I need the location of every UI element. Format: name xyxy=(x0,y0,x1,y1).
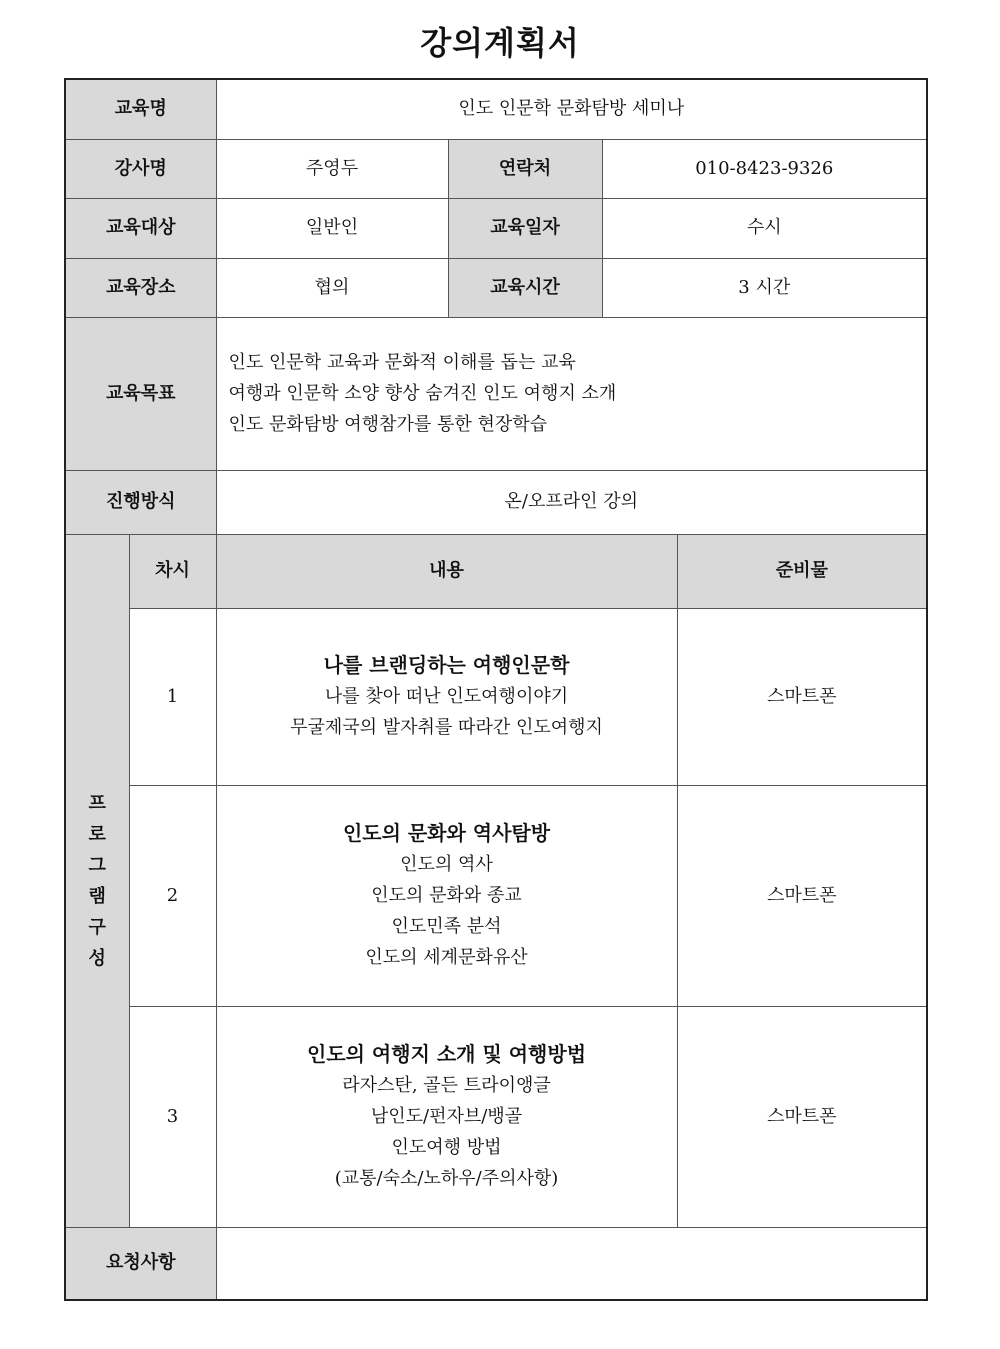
session-materials: 스마트폰 xyxy=(677,608,927,785)
place-label: 교육장소 xyxy=(65,258,216,317)
contact-value: 010-8423-9326 xyxy=(602,139,927,198)
goals-value xyxy=(216,317,927,470)
instructor-value: 주영두 xyxy=(216,139,448,198)
goal-line: 인도 인문학 교육과 문화적 이해를 돕는 교육 xyxy=(228,352,576,373)
session-row xyxy=(65,608,927,785)
materials-header: 준비물 xyxy=(677,534,927,608)
session-title: 인도의 문화와 역사탐방 xyxy=(342,821,551,845)
duration-value: 3 시간 xyxy=(602,258,927,317)
goal-line: 인도 문화탐방 여행참가를 통한 현장학습 xyxy=(228,414,547,435)
session-content xyxy=(216,608,677,785)
goals-label: 교육목표 xyxy=(65,317,216,470)
date-value: 수시 xyxy=(602,198,927,258)
program-label-char: 성 xyxy=(88,947,106,969)
session-line: 인도의 세계문화유산 xyxy=(365,947,528,968)
program-label-char: 램 xyxy=(88,885,106,907)
row-instructor xyxy=(65,139,927,198)
course-name-label: 교육명 xyxy=(65,79,216,139)
content-header: 내용 xyxy=(216,534,677,608)
method-label: 진행방식 xyxy=(65,470,216,534)
session-line: 인도의 문화와 종교 xyxy=(371,885,522,906)
document-title: 강의계획서 xyxy=(420,24,580,62)
session-line: (교통/숙소/노하우/주의사항) xyxy=(334,1168,559,1189)
session-line: 인도여행 방법 xyxy=(391,1137,502,1158)
program-label-char: 구 xyxy=(88,916,106,938)
requests-value xyxy=(216,1227,927,1300)
row-program-header xyxy=(65,534,927,608)
session-materials: 스마트폰 xyxy=(677,1006,927,1227)
row-requests xyxy=(65,1227,927,1300)
session-line: 인도민족 분석 xyxy=(391,916,502,937)
row-course-name xyxy=(65,79,927,139)
program-label-char: 프 xyxy=(88,792,106,814)
requests-label: 요청사항 xyxy=(65,1227,216,1300)
row-target xyxy=(65,198,927,258)
session-content xyxy=(216,1006,677,1227)
target-value: 일반인 xyxy=(216,198,448,258)
program-label-char: 그 xyxy=(88,854,106,876)
session-no: 3 xyxy=(129,1006,216,1227)
session-line: 무굴제국의 발자취를 따라간 인도여행지 xyxy=(290,717,603,738)
session-title: 인도의 여행지 소개 및 여행방법 xyxy=(307,1042,587,1066)
row-goals xyxy=(65,317,927,470)
lecture-plan-table xyxy=(64,78,928,1301)
duration-label: 교육시간 xyxy=(448,258,602,317)
goal-line: 여행과 인문학 소양 향상 숨겨진 인도 여행지 소개 xyxy=(228,383,617,404)
session-line: 남인도/펀자브/뱅골 xyxy=(370,1106,523,1127)
row-place xyxy=(65,258,927,317)
target-label: 교육대상 xyxy=(65,198,216,258)
method-value: 온/오프라인 강의 xyxy=(216,470,927,534)
session-materials: 스마트폰 xyxy=(677,785,927,1006)
session-no-header: 차시 xyxy=(129,534,216,608)
program-label-char: 로 xyxy=(88,823,106,845)
place-value: 협의 xyxy=(216,258,448,317)
session-no: 2 xyxy=(129,785,216,1006)
contact-label: 연락처 xyxy=(448,139,602,198)
instructor-label: 강사명 xyxy=(65,139,216,198)
session-content xyxy=(216,785,677,1006)
session-line: 인도의 역사 xyxy=(400,854,493,875)
row-method xyxy=(65,470,927,534)
session-no: 1 xyxy=(129,608,216,785)
session-row xyxy=(65,1006,927,1227)
program-label xyxy=(65,534,129,1227)
session-line: 라자스탄, 골든 트라이앵글 xyxy=(342,1075,551,1096)
session-title: 나를 브랜딩하는 여행인문학 xyxy=(323,653,570,677)
date-label: 교육일자 xyxy=(448,198,602,258)
session-row xyxy=(65,785,927,1006)
session-line: 나를 찾아 떠난 인도여행이야기 xyxy=(324,686,569,707)
course-name-value: 인도 인문학 문화탐방 세미나 xyxy=(216,79,927,139)
